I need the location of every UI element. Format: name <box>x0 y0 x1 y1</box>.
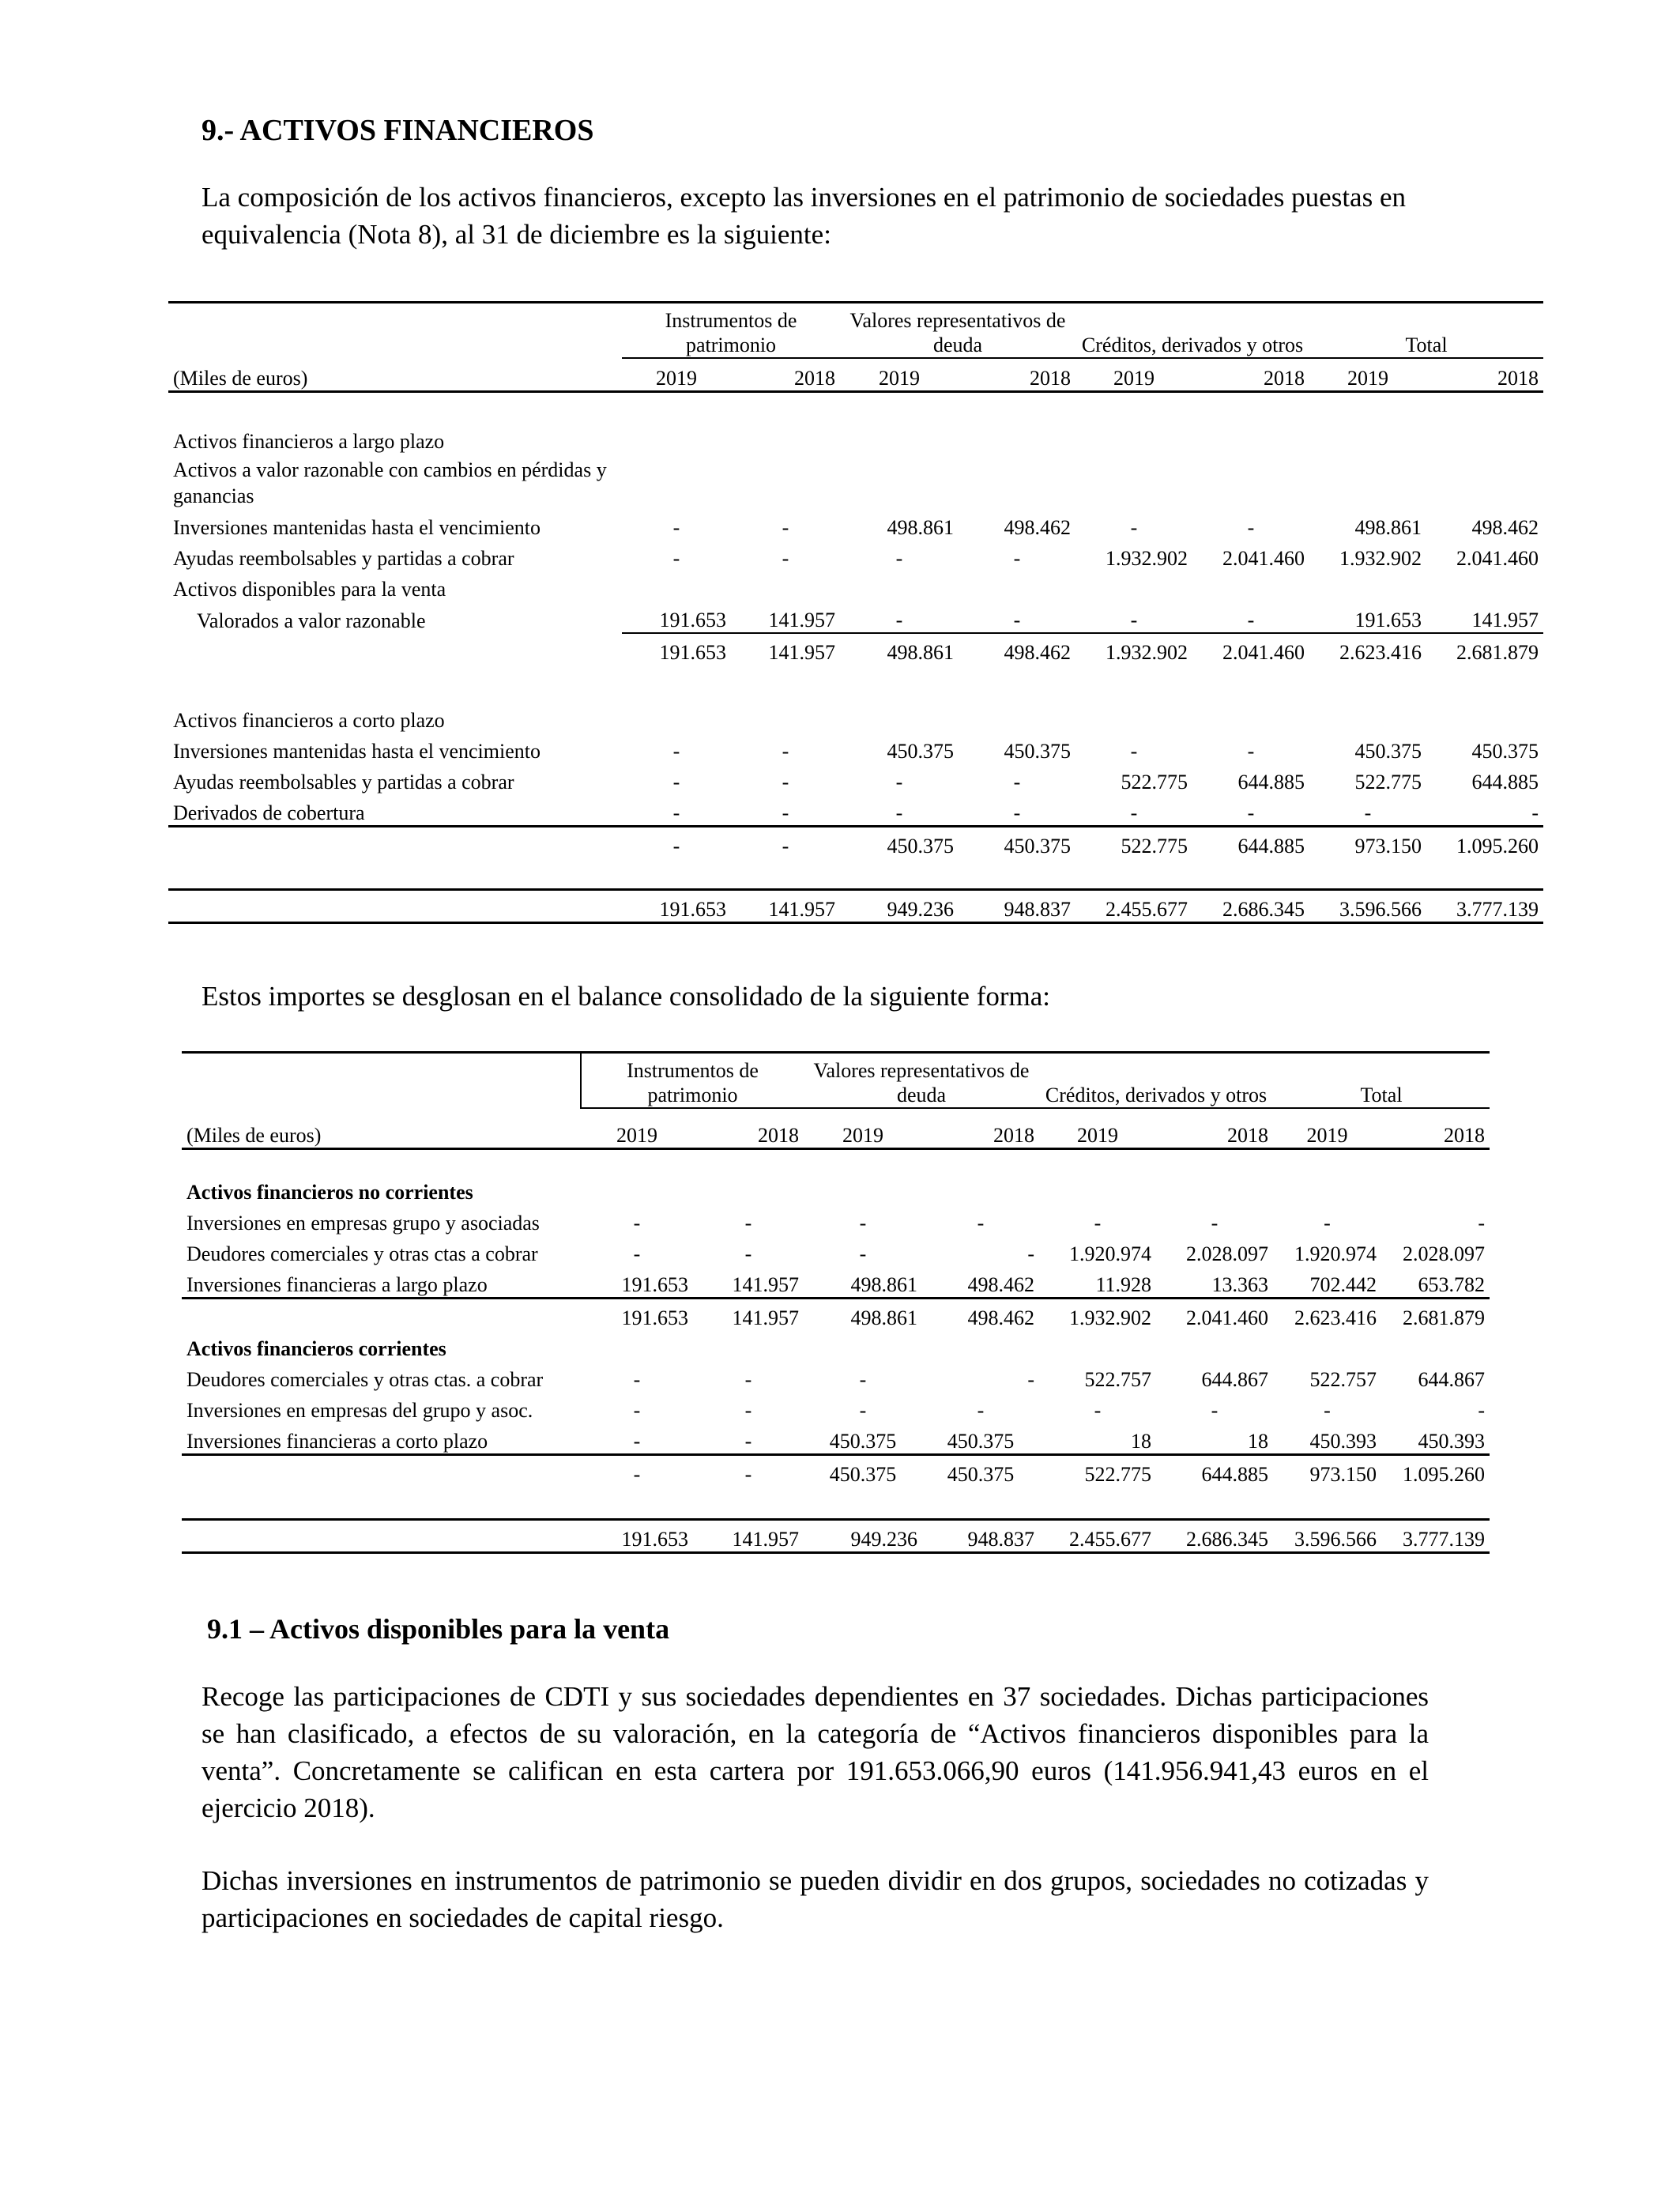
group-header: Valores representativos de deuda <box>804 1053 1039 1109</box>
year-header: 2018 <box>1426 358 1543 392</box>
cell-value: 973.150 <box>1309 1463 1377 1486</box>
cell-value: 949.236 <box>840 890 959 923</box>
row-label: Activos disponibles para la venta <box>173 578 446 601</box>
paragraph-1: Recoge las participaciones de CDTI y sus sociedades dependientes en 37 sociedades. Dichas participaciones se han clasificado, a efectos de su valoración, en la categoría de “Activos financieros disponibles para la venta”. Concretamente se califican en esta cartera por 191.653.066,90 euros (141.956.941,43 euros en el ejercicio 2018). <box>202 1681 1429 1823</box>
row-label: Activos financieros a largo plazo <box>173 430 445 453</box>
cell-value: - <box>744 1242 752 1265</box>
cell-value: 3.777.139 <box>1426 890 1543 923</box>
intro-paragraph: La composición de los activos financieros, excepto las inversiones en el patrimonio de sociedades puestas en equivalencia (Nota 8), al 31 de diciembre es la siguiente: <box>202 182 1406 250</box>
section-title: 9.- ACTIVOS FINANCIEROS <box>202 114 594 147</box>
cell-value: - <box>744 1368 752 1391</box>
row-label: Inversiones financieras a largo plazo <box>182 1266 581 1299</box>
cell-value: - <box>633 1242 641 1265</box>
row-label <box>182 1299 581 1331</box>
cell-value: 141.957 <box>1426 601 1543 633</box>
cell-value: 191.653 <box>622 601 731 633</box>
row-label: Ayudas reembolsables y partidas a cobrar <box>173 771 514 794</box>
cell-value: 644.867 <box>1418 1368 1486 1391</box>
cell-value: 450.375 <box>887 740 954 763</box>
row-label: Activos a valor razonable con cambios en pérdidas y ganancias <box>173 458 607 507</box>
cell-value: - <box>1130 516 1138 539</box>
cell-value: 2.623.416 <box>1339 641 1422 664</box>
cell-value: - <box>1094 1212 1102 1235</box>
cell-value: - <box>1130 740 1138 763</box>
total-row <box>168 890 1543 923</box>
cell-value: - <box>672 516 680 539</box>
cell-value: - <box>1247 801 1255 824</box>
row-label <box>168 890 622 923</box>
year-header: 2019 <box>1075 358 1192 392</box>
year-header: 2018 <box>693 1108 804 1149</box>
cell-value: - <box>840 601 959 633</box>
cell-value: 3.596.566 <box>1273 1520 1381 1553</box>
row-label: Activos financieros a corto plazo <box>173 709 445 732</box>
cell-value: 644.885 <box>1237 835 1305 858</box>
cell-value: 498.462 <box>1004 641 1072 664</box>
cell-value: - <box>1130 801 1138 824</box>
cell-value: 2.455.677 <box>1039 1520 1156 1553</box>
table-row <box>168 509 1543 540</box>
cell-value: 1.920.974 <box>1294 1242 1377 1265</box>
cell-value: 2.041.460 <box>1222 641 1305 664</box>
cell-value: - <box>1013 801 1021 824</box>
row-label: Inversiones en empresas del grupo y asoc. <box>186 1399 533 1422</box>
cell-value: 2.041.460 <box>1222 547 1305 570</box>
cell-value: 11.928 <box>1039 1266 1156 1299</box>
cell-value: 3.777.139 <box>1381 1520 1490 1553</box>
cell-value: - <box>672 801 680 824</box>
cell-value: - <box>672 740 680 763</box>
cell-value: 498.462 <box>1471 516 1539 539</box>
table-row <box>168 423 1543 454</box>
year-header: 2018 <box>922 1108 1039 1149</box>
cell-value: 702.442 <box>1273 1266 1381 1299</box>
table1-group-header <box>168 303 1543 359</box>
row-label: Inversiones mantenidas hasta el vencimiento <box>173 740 541 763</box>
table-row <box>182 1330 1490 1361</box>
table-row <box>182 1266 1490 1299</box>
table-row <box>182 1361 1490 1392</box>
cell-value: - <box>1247 740 1255 763</box>
unit-label: (Miles de euros) <box>182 1108 581 1149</box>
year-header: 2018 <box>1192 358 1309 392</box>
balance-breakdown-table <box>182 1051 1490 1554</box>
cell-value: - <box>895 547 903 570</box>
cell-value: 949.236 <box>804 1520 922 1553</box>
cell-value: 2.686.345 <box>1156 1520 1273 1553</box>
cell-value: 2.041.460 <box>1456 547 1539 570</box>
table-row <box>182 1423 1490 1455</box>
cell-value: - <box>633 1368 641 1391</box>
cell-value: 1.932.902 <box>1106 547 1188 570</box>
cell-value: 2.681.879 <box>1403 1306 1486 1329</box>
cell-value: 2.028.097 <box>1403 1242 1486 1265</box>
cell-value: 1.932.902 <box>1069 1306 1152 1329</box>
row-label: Ayudas reembolsables y partidas a cobrar <box>173 547 514 570</box>
cell-value: - <box>1013 547 1021 570</box>
cell-value: 1.920.974 <box>1069 1242 1152 1265</box>
cell-value: - <box>633 1212 641 1235</box>
subtotal-row <box>182 1299 1490 1331</box>
cell-value: - <box>895 801 903 824</box>
cell-value: - <box>672 547 680 570</box>
cell-value: 498.462 <box>922 1266 1039 1299</box>
cell-value: - <box>633 1463 641 1486</box>
cell-value: - <box>1531 801 1539 824</box>
table2-year-header <box>182 1108 1490 1149</box>
group-header: Total <box>1273 1053 1490 1109</box>
cell-value: 498.861 <box>804 1266 922 1299</box>
cell-value: 948.837 <box>959 890 1075 923</box>
cell-value: 498.861 <box>1354 516 1422 539</box>
cell-value: - <box>1247 516 1255 539</box>
cell-value: 498.861 <box>887 641 954 664</box>
row-label <box>182 1520 581 1553</box>
cell-value: 522.775 <box>1084 1463 1152 1486</box>
cell-value: - <box>959 601 1075 633</box>
table-row <box>168 454 1543 509</box>
cell-value: 498.462 <box>967 1306 1035 1329</box>
cell-value: - <box>1211 1212 1219 1235</box>
row-label: Inversiones mantenidas hasta el vencimiento <box>173 516 541 539</box>
table1-year-header <box>168 358 1543 392</box>
table2-group-header <box>182 1053 1490 1109</box>
subtotal-row <box>168 633 1543 665</box>
table-row <box>168 571 1543 601</box>
cell-value: 522.775 <box>1121 835 1188 858</box>
row-label <box>168 827 622 859</box>
cell-value: - <box>1478 1212 1486 1235</box>
cell-value: - <box>782 771 789 794</box>
year-header: 2019 <box>581 1108 693 1149</box>
cell-value: 450.375 <box>804 1423 922 1455</box>
year-header: 2019 <box>1273 1108 1381 1149</box>
group-header: Valores representativos de deuda <box>840 303 1075 359</box>
cell-value: - <box>1478 1399 1486 1422</box>
group-header: Total <box>1309 303 1543 359</box>
cell-value: 498.462 <box>1004 516 1072 539</box>
group-header: Créditos, derivados y otros <box>1075 303 1309 359</box>
cell-value: - <box>782 516 789 539</box>
cell-value: 2.028.097 <box>1186 1242 1269 1265</box>
cell-value: 450.375 <box>1004 835 1072 858</box>
group-header: Créditos, derivados y otros <box>1039 1053 1273 1109</box>
cell-value: - <box>859 1242 867 1265</box>
financial-assets-table <box>168 301 1543 924</box>
cell-value: 450.375 <box>829 1463 897 1486</box>
year-header: 2019 <box>804 1108 922 1149</box>
table-row <box>182 1392 1490 1423</box>
cell-value: 141.957 <box>731 890 840 923</box>
cell-value: 2.681.879 <box>1456 641 1539 664</box>
cell-value: - <box>1364 801 1372 824</box>
table-row <box>168 763 1543 794</box>
cell-value: 191.653 <box>621 1306 688 1329</box>
row-label: Activos financieros no corrientes <box>186 1181 473 1204</box>
table-row <box>168 601 1543 633</box>
year-header: 2019 <box>1039 1108 1156 1149</box>
cell-value: 1.932.902 <box>1339 547 1422 570</box>
cell-value: 498.861 <box>850 1306 917 1329</box>
cell-value: 141.957 <box>693 1520 804 1553</box>
cell-value: 644.885 <box>1237 771 1305 794</box>
cell-value: - <box>782 835 789 858</box>
total-row <box>182 1520 1490 1553</box>
year-header: 2019 <box>1309 358 1426 392</box>
cell-value: 522.775 <box>1354 771 1422 794</box>
cell-value: 18 <box>1156 1423 1273 1455</box>
cell-value: - <box>1094 1399 1102 1422</box>
cell-value: 450.375 <box>1004 740 1072 763</box>
cell-value: 973.150 <box>1354 835 1422 858</box>
year-header: 2018 <box>731 358 840 392</box>
cell-value: - <box>1075 601 1192 633</box>
table-row <box>182 1204 1490 1235</box>
cell-value: 141.957 <box>732 1306 799 1329</box>
cell-value: 644.867 <box>1201 1368 1269 1391</box>
cell-value: - <box>977 1212 985 1235</box>
cell-value: 191.653 <box>1309 601 1426 633</box>
year-header: 2018 <box>959 358 1075 392</box>
cell-value: - <box>1027 1242 1035 1265</box>
cell-value: 2.686.345 <box>1192 890 1309 923</box>
cell-value: 522.775 <box>1121 771 1188 794</box>
row-label: Activos financieros corrientes <box>186 1337 446 1360</box>
table-row <box>168 702 1543 733</box>
cell-value: 191.653 <box>622 890 731 923</box>
row-label: Inversiones en empresas grupo y asociadas <box>186 1212 540 1235</box>
cell-value: 450.375 <box>1354 740 1422 763</box>
cell-value: - <box>672 771 680 794</box>
cell-value: - <box>1013 771 1021 794</box>
row-label <box>168 633 622 665</box>
subtotal-row <box>182 1455 1490 1487</box>
row-label: Inversiones financieras a corto plazo <box>182 1423 581 1455</box>
cell-value: 1.932.902 <box>1106 641 1188 664</box>
cell-value: - <box>859 1368 867 1391</box>
cell-value: 644.885 <box>1201 1463 1269 1486</box>
cell-value: - <box>1324 1212 1331 1235</box>
table-row <box>168 794 1543 827</box>
cell-value: - <box>744 1463 752 1486</box>
cell-value: 522.757 <box>1309 1368 1377 1391</box>
subsection-title: 9.1 – Activos disponibles para la venta <box>207 1613 670 1645</box>
paragraph-2: Dichas inversiones en instrumentos de patrimonio se pueden dividir en dos grupos, sociedades no cotizadas y participaciones en sociedades de capital riesgo. <box>202 1865 1429 1933</box>
cell-value: 653.782 <box>1381 1266 1490 1299</box>
cell-value: 2.623.416 <box>1294 1306 1377 1329</box>
table-row <box>168 540 1543 571</box>
cell-value: 141.957 <box>768 641 835 664</box>
cell-value: 3.596.566 <box>1309 890 1426 923</box>
group-header: Instrumentos de patrimonio <box>581 1053 804 1109</box>
table-row <box>182 1235 1490 1266</box>
cell-value: - <box>895 771 903 794</box>
group-header: Instrumentos de patrimonio <box>622 303 840 359</box>
cell-value: - <box>744 1399 752 1422</box>
cell-value: - <box>859 1212 867 1235</box>
cell-value: - <box>633 1399 641 1422</box>
cell-value: 498.861 <box>887 516 954 539</box>
cell-value: 450.393 <box>1381 1423 1490 1455</box>
cell-value: 644.885 <box>1471 771 1539 794</box>
row-label: Deudores comerciales y otras ctas. a cobrar <box>186 1368 544 1391</box>
cell-value: 13.363 <box>1156 1266 1273 1299</box>
cell-value: 2.455.677 <box>1075 890 1192 923</box>
cell-value: 450.375 <box>887 835 954 858</box>
cell-value: - <box>672 835 680 858</box>
cell-value: - <box>744 1212 752 1235</box>
cell-value: - <box>859 1399 867 1422</box>
cell-value: 450.393 <box>1273 1423 1381 1455</box>
cell-value: 1.095.260 <box>1456 835 1539 858</box>
cell-value: 522.757 <box>1084 1368 1152 1391</box>
row-label: Deudores comerciales y otras ctas a cobrar <box>186 1242 538 1265</box>
unit-label: (Miles de euros) <box>168 358 622 392</box>
cell-value: 450.375 <box>947 1463 1015 1486</box>
row-label: Derivados de cobertura <box>173 801 365 824</box>
table-row <box>182 1174 1490 1204</box>
cell-value: 191.653 <box>581 1520 693 1553</box>
cell-value: 948.837 <box>922 1520 1039 1553</box>
year-header: 2018 <box>1381 1108 1490 1149</box>
cell-value: - <box>782 547 789 570</box>
cell-value: 191.653 <box>581 1266 693 1299</box>
cell-value: 450.375 <box>922 1423 1039 1455</box>
cell-value: - <box>1324 1399 1331 1422</box>
cell-value: - <box>782 740 789 763</box>
cell-value: - <box>782 801 789 824</box>
subtotal-row <box>168 827 1543 859</box>
year-header: 2019 <box>840 358 959 392</box>
year-header: 2019 <box>622 358 731 392</box>
bridge-paragraph: Estos importes se desglosan en el balance consolidado de la siguiente forma: <box>202 981 1051 1012</box>
cell-value: 1.095.260 <box>1403 1463 1486 1486</box>
table-row <box>168 733 1543 763</box>
year-header: 2018 <box>1156 1108 1273 1149</box>
cell-value: - <box>693 1423 804 1455</box>
cell-value: - <box>1211 1399 1219 1422</box>
cell-value: 18 <box>1039 1423 1156 1455</box>
cell-value: 141.957 <box>693 1266 804 1299</box>
cell-value: - <box>581 1423 693 1455</box>
cell-value: 141.957 <box>731 601 840 633</box>
cell-value: - <box>1192 601 1309 633</box>
row-label: Valorados a valor razonable <box>197 609 426 632</box>
cell-value: - <box>1027 1368 1035 1391</box>
cell-value: 191.653 <box>659 641 726 664</box>
row-label <box>182 1455 581 1487</box>
cell-value: 2.041.460 <box>1186 1306 1269 1329</box>
cell-value: 450.375 <box>1471 740 1539 763</box>
cell-value: - <box>977 1399 985 1422</box>
